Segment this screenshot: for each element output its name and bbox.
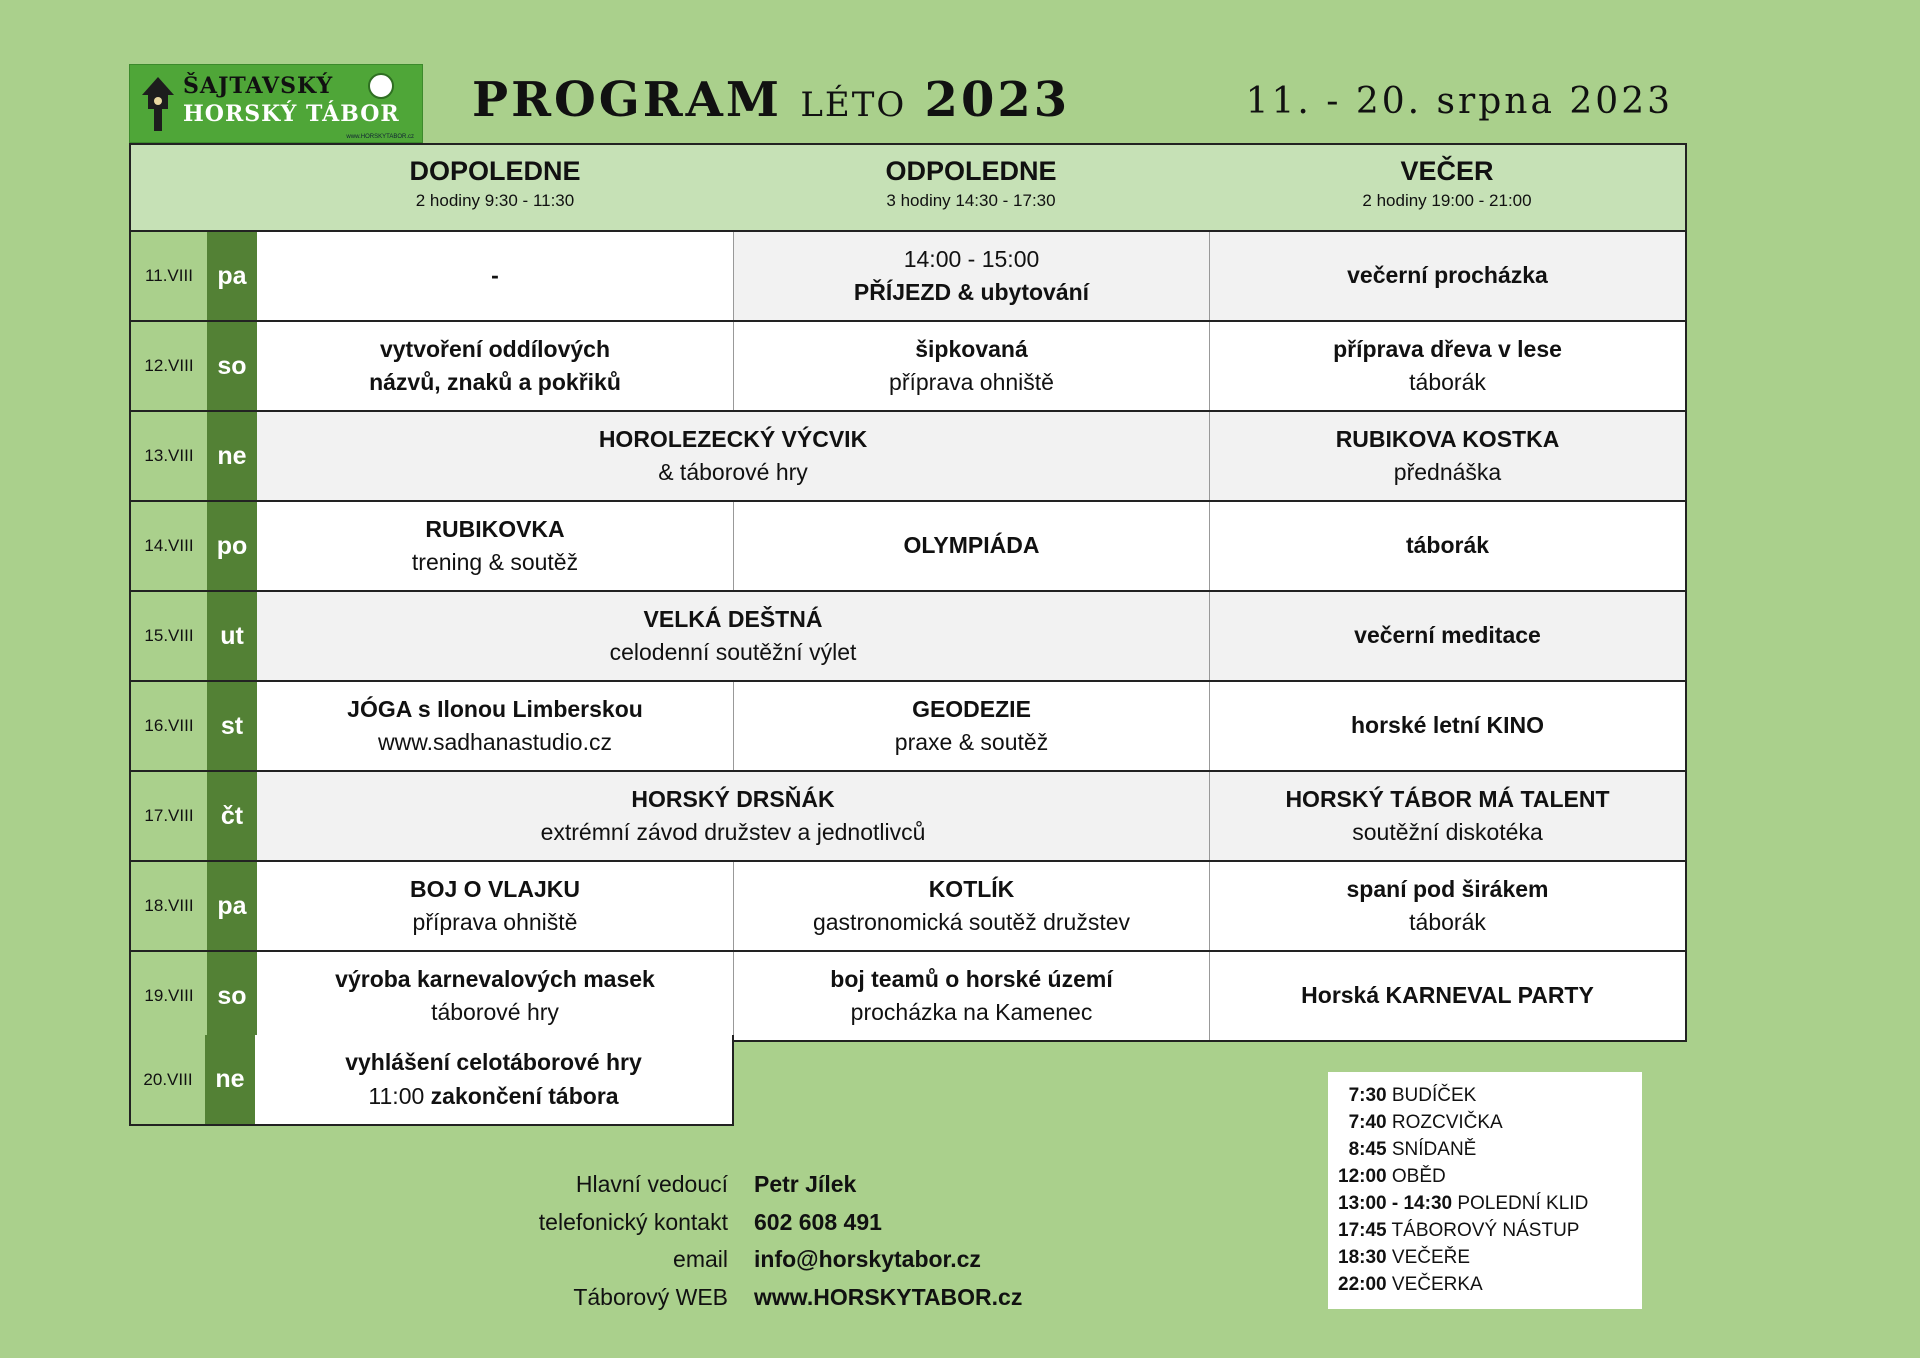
schedule-label: POLEDNÍ KLID	[1457, 1193, 1589, 1214]
header-afternoon-title: ODPOLEDNE	[885, 156, 1057, 186]
table-row	[131, 682, 1685, 772]
all-day-cell	[257, 592, 1209, 680]
contact-label: telefonický kontakt	[538, 1208, 728, 1235]
cell-line-2: trening & soutěž	[411, 549, 579, 575]
evening-cell	[1209, 592, 1685, 680]
cell-line-1: večerní procházka	[1347, 262, 1548, 289]
row-day: ne	[207, 412, 257, 500]
cell-line-2: & táborové hry	[658, 459, 808, 485]
afternoon-cell	[733, 952, 1209, 1040]
cell-line-1: vyhlášení celotáborové hry	[345, 1049, 642, 1076]
row-day: st	[207, 682, 257, 770]
table-row	[131, 412, 1685, 502]
table-row-last	[129, 1035, 734, 1126]
cell-line-2: příprava ohniště	[889, 369, 1054, 395]
row-date: 18.VIII	[131, 862, 207, 950]
contact-row	[470, 1204, 1022, 1242]
schedule-label: TÁBOROVÝ NÁSTUP	[1391, 1220, 1580, 1241]
cell-line-2: gastronomická soutěž družstev	[812, 909, 1131, 935]
row-date: 11.VIII	[131, 232, 207, 320]
cell-line-2: táborák	[1409, 369, 1486, 395]
row-day: čt	[207, 772, 257, 860]
cell-line-1: výroba karnevalových masek	[335, 965, 655, 992]
table-row	[131, 772, 1685, 862]
schedule-time: 13:00 - 14:30	[1338, 1193, 1453, 1214]
table-row	[131, 322, 1685, 412]
cell-line-2: praxe & soutěž	[894, 729, 1049, 755]
cell-line-2: táborák	[1409, 909, 1486, 935]
schedule-item	[1338, 1082, 1632, 1109]
logo-url: www.HORSKYTABOR.cz	[346, 134, 414, 140]
schedule-time: 22:00	[1338, 1274, 1387, 1295]
cell-line-1: -	[491, 262, 499, 289]
schedule-item	[1338, 1244, 1632, 1271]
cell-line-2: extrémní závod družstev a jednotlivců	[540, 819, 926, 845]
cell-line-1: horské letní KINO	[1351, 712, 1544, 739]
logo-line-1: ŠAJTAVSKÝ	[183, 73, 334, 99]
title-word-season: LÉTO	[800, 85, 907, 125]
evening-cell	[1209, 772, 1685, 860]
cell-line-2: přednáška	[1393, 459, 1502, 485]
afternoon-cell	[733, 862, 1209, 950]
schedule-item	[1338, 1109, 1632, 1136]
circle-emblem-icon	[368, 73, 394, 99]
cell-line-1: spaní pod širákem	[1346, 875, 1549, 902]
schedule-time: 12:00	[1338, 1166, 1387, 1187]
evening-cell	[1209, 862, 1685, 950]
cell-line-1: OLYMPIÁDA	[903, 532, 1040, 559]
cell-line-1: HORSKÝ DRSŇÁK	[631, 785, 835, 812]
schedule-item	[1338, 1217, 1632, 1244]
cell-line-2: příprava ohniště	[412, 909, 578, 935]
contact-label: email	[673, 1246, 728, 1272]
cell-line-1: VELKÁ DEŠTNÁ	[643, 605, 823, 632]
schedule-time: 8:45	[1348, 1139, 1387, 1160]
cell-line-1: BOJ O VLAJKU	[410, 875, 580, 902]
schedule-time: 7:40	[1348, 1112, 1387, 1133]
header-evening-title: VEČER	[1400, 156, 1494, 186]
row-date: 19.VIII	[131, 952, 207, 1040]
header-evening-sub: 2 hodiny 19:00 - 21:00	[1362, 191, 1532, 211]
schedule-label: ROZCVIČKA	[1391, 1112, 1503, 1133]
header-afternoon-sub: 3 hodiny 14:30 - 17:30	[886, 191, 1056, 211]
row-date: 20.VIII	[131, 1035, 205, 1124]
row-date: 17.VIII	[131, 772, 207, 860]
cell-line-2: procházka na Kamenec	[850, 999, 1093, 1025]
evening-cell	[1209, 952, 1685, 1040]
cell-line-2: www.sadhanastudio.cz	[378, 729, 612, 755]
evening-cell	[1209, 412, 1685, 500]
schedule-label: SNÍDANĚ	[1391, 1139, 1477, 1160]
all-day-cell	[257, 412, 1209, 500]
cell-line-2: táborové hry	[431, 999, 559, 1025]
cell-line-1: vytvoření oddílových	[379, 335, 611, 362]
row-day: so	[207, 952, 257, 1040]
cell-line-2: celodenní soutěžní výlet	[609, 639, 857, 665]
table-header	[131, 145, 1685, 232]
evening-cell	[1209, 502, 1685, 590]
row-day: pa	[207, 862, 257, 950]
row-date: 12.VIII	[131, 322, 207, 410]
contact-label: Hlavní vedoucí	[575, 1171, 728, 1197]
contact-row	[470, 1279, 1022, 1317]
contact-value: 602 608 491	[754, 1208, 882, 1235]
cell-line-1: večerní meditace	[1354, 622, 1541, 649]
daily-schedule-box	[1328, 1072, 1642, 1309]
header-morning	[257, 155, 733, 211]
cell-line-1: boj teamů o horské území	[830, 965, 1113, 992]
row-date: 15.VIII	[131, 592, 207, 680]
header-evening	[1209, 155, 1685, 211]
contact-value: www.HORSKYTABOR.cz	[754, 1283, 1023, 1310]
cell-line-1: RUBIKOVKA	[425, 515, 565, 542]
closing-text: zakončení tábora	[430, 1082, 619, 1109]
contact-value: info@horskytabor.cz	[754, 1246, 981, 1272]
afternoon-cell	[733, 502, 1209, 590]
closing-time: 11:00	[368, 1082, 425, 1109]
title-word-year: 2023	[924, 72, 1071, 128]
schedule-label: OBĚD	[1391, 1166, 1446, 1187]
schedule-label: BUDÍČEK	[1391, 1085, 1477, 1106]
header-morning-sub: 2 hodiny 9:30 - 11:30	[415, 191, 575, 211]
cell-line-1: Horská KARNEVAL PARTY	[1301, 982, 1594, 1009]
evening-cell	[1209, 322, 1685, 410]
schedule-time: 18:30	[1338, 1247, 1387, 1268]
table-row	[131, 232, 1685, 322]
cell-line-1: JÓGA s Ilonou Limberskou	[347, 695, 643, 722]
contact-value: Petr Jílek	[754, 1171, 857, 1197]
cell-line-1: GEODEZIE	[912, 695, 1031, 722]
afternoon-cell	[733, 322, 1209, 410]
row-date: 16.VIII	[131, 682, 207, 770]
morning-cell	[255, 1035, 732, 1124]
cell-line-1: příprava dřeva v lese	[1333, 335, 1562, 362]
morning-cell	[257, 862, 733, 950]
contact-row	[470, 1241, 1022, 1279]
cell-line-1: HOROLEZECKÝ VÝCVIK	[598, 425, 868, 452]
header-afternoon	[733, 155, 1209, 211]
row-day: so	[207, 322, 257, 410]
cell-line-1: RUBIKOVA KOSTKA	[1335, 425, 1560, 452]
morning-cell	[257, 322, 733, 410]
table-row	[131, 952, 1685, 1040]
title-word-program: PROGRAM	[472, 72, 783, 128]
afternoon-cell	[733, 682, 1209, 770]
cell-line-1: 14:00 - 15:00	[903, 245, 1040, 272]
all-day-cell	[257, 772, 1209, 860]
row-day: po	[207, 502, 257, 590]
row-day: ut	[207, 592, 257, 680]
program-table	[129, 143, 1687, 1042]
cell-line-1: táborák	[1405, 532, 1490, 559]
camp-dates: 11. - 20. srpna 2023	[1245, 81, 1673, 122]
cell-line-1: HORSKÝ TÁBOR MÁ TALENT	[1285, 785, 1610, 812]
schedule-label: VEČEŘE	[1391, 1247, 1471, 1268]
header-morning-title: DOPOLEDNE	[409, 156, 581, 186]
contact-label: Táborový WEB	[573, 1283, 728, 1310]
schedule-time: 17:45	[1338, 1220, 1387, 1241]
cell-line-2: PŘÍJEZD & ubytování	[853, 279, 1090, 305]
table-row	[131, 592, 1685, 682]
evening-cell	[1209, 682, 1685, 770]
cell-line-2: názvů, znaků a pokřiků	[369, 369, 621, 395]
schedule-time: 7:30	[1348, 1085, 1387, 1106]
cell-line-1: šipkovaná	[915, 335, 1028, 362]
evening-cell	[1209, 232, 1685, 320]
page-title	[472, 72, 1071, 128]
morning-cell	[257, 682, 733, 770]
schedule-item	[1338, 1271, 1632, 1298]
morning-cell	[257, 502, 733, 590]
contact-row	[470, 1166, 1022, 1204]
camp-logo	[129, 64, 423, 143]
wayside-shrine-icon	[138, 73, 178, 133]
afternoon-cell	[733, 232, 1209, 320]
row-day: pa	[207, 232, 257, 320]
row-day: ne	[205, 1035, 255, 1124]
row-date: 14.VIII	[131, 502, 207, 590]
cell-line-2	[368, 1080, 618, 1113]
contact-list	[470, 1166, 1022, 1316]
table-row	[131, 502, 1685, 592]
cell-line-2: soutěžní diskotéka	[1352, 819, 1543, 845]
schedule-item	[1338, 1136, 1632, 1163]
table-row	[131, 862, 1685, 952]
schedule-label: VEČERKA	[1391, 1274, 1483, 1295]
schedule-item	[1338, 1190, 1632, 1217]
schedule-item	[1338, 1163, 1632, 1190]
logo-line-2: HORSKÝ TÁBOR	[183, 101, 400, 127]
row-date: 13.VIII	[131, 412, 207, 500]
morning-cell	[257, 952, 733, 1040]
morning-cell	[257, 232, 733, 320]
cell-line-1: KOTLÍK	[928, 875, 1015, 902]
